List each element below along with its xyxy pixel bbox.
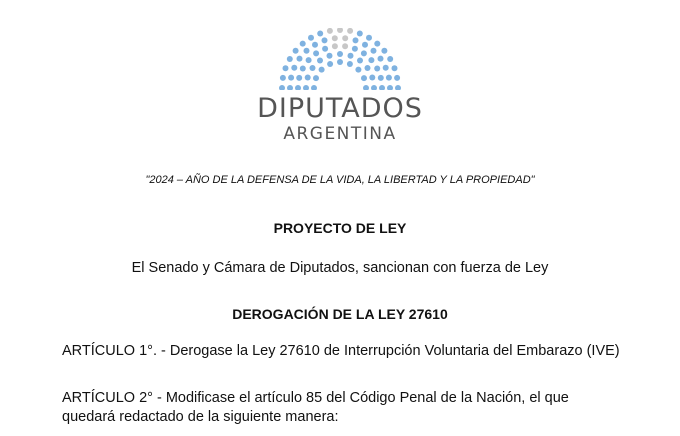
hemicycle-dot (287, 85, 293, 90)
hemicycle-dot (371, 85, 377, 90)
hemicycle-dot (310, 65, 316, 71)
hemicycle-dot (368, 57, 374, 63)
hemicycle-dot (337, 28, 343, 33)
hemicycle-dot (295, 85, 301, 90)
bill-title: DEROGACIÓN DE LA LEY 27610 (232, 306, 448, 322)
hemicycle-dot (287, 56, 293, 62)
org-name: DIPUTADOS (257, 93, 423, 124)
hemicycle-dot (337, 59, 343, 65)
hemicycle-dot (297, 56, 303, 62)
hemicycle-dot (352, 46, 358, 52)
hemicycle-dot (337, 51, 343, 57)
hemicycle-dot (300, 66, 306, 72)
hemicycle-dot (312, 42, 318, 48)
hemicycle-dot (355, 67, 361, 73)
hemicycle-dot (332, 35, 338, 41)
hemicycle-dot (361, 50, 367, 56)
hemicycle-dot (378, 75, 384, 81)
hemicycle-dot (296, 75, 302, 81)
hemicycle-dot (322, 46, 328, 52)
document-type-title: PROYECTO DE LEY (273, 220, 407, 236)
hemicycle-dot (319, 67, 325, 73)
congress-hemicycle-icon (270, 28, 410, 90)
hemicycle-dot (369, 75, 375, 81)
hemicycle-dot (303, 85, 309, 90)
hemicycle-dot (394, 75, 400, 81)
hemicycle-dot (313, 75, 319, 81)
hemicycle-dot (371, 48, 377, 54)
hemicycle-dot (387, 85, 393, 90)
hemicycle-dot (317, 58, 323, 64)
hemicycle-dot (280, 75, 286, 81)
hemicycle-dot (366, 35, 372, 41)
hemicycle-dot (363, 85, 369, 90)
org-country: ARGENTINA (283, 124, 397, 144)
article-1: ARTÍCULO 1°. - Derogase la Ley 27610 de Interrupción Voluntaria del Embarazo (IVE) (62, 343, 620, 359)
hemicycle-dot (362, 42, 368, 48)
hemicycle-dot (311, 85, 317, 90)
hemicycle-dot (291, 65, 297, 71)
hemicycle-dot (322, 37, 328, 43)
hemicycle-dot (395, 85, 401, 90)
year-motto: "2024 – AÑO DE LA DEFENSA DE LA VIDA, LA LIBERTAD Y LA PROPIEDAD" (145, 174, 535, 186)
hemicycle-dot (348, 53, 354, 59)
hemicycle-dot (365, 65, 371, 71)
article-2: ARTÍCULO 2° - Modificase el artículo 85 del Código Penal de la Nación, el que quedará redactado de la siguiente manera: (62, 390, 569, 425)
hemicycle-dot (353, 37, 359, 43)
hemicycle-dot (374, 66, 380, 72)
hemicycle-dot (386, 75, 392, 81)
hemicycle-dot (347, 61, 353, 67)
hemicycle-dot (279, 85, 285, 90)
hemicycle-dot (342, 43, 348, 49)
hemicycle-dot (317, 31, 323, 37)
hemicycle-dot (313, 50, 319, 56)
enactment-clause: El Senado y Cámara de Diputados, sancionan con fuerza de Ley (131, 260, 549, 276)
hemicycle-dot (392, 65, 398, 71)
hemicycle-dot (357, 58, 363, 64)
hemicycle-dot (304, 48, 310, 54)
hemicycle-dot (327, 53, 333, 59)
hemicycle-dot (342, 35, 348, 41)
hemicycle-dot (327, 28, 333, 34)
hemicycle-dot (378, 56, 384, 62)
hemicycle-dot (300, 41, 306, 47)
hemicycle-dot (306, 57, 312, 63)
hemicycle-dot (381, 48, 387, 54)
hemicycle-dot (293, 48, 299, 54)
hemicycle-dot (361, 75, 367, 81)
hemicycle-dot (305, 75, 311, 81)
hemicycle-dot (379, 85, 385, 90)
hemicycle-dot (347, 28, 353, 34)
hemicycle-dot (357, 31, 363, 37)
hemicycle-dot (288, 75, 294, 81)
hemicycle-dot (387, 56, 393, 62)
hemicycle-dot (383, 65, 389, 71)
hemicycle-dot (332, 43, 338, 49)
hemicycle-dot (308, 35, 314, 41)
hemicycle-dot (374, 41, 380, 47)
hemicycle-dot (283, 65, 289, 71)
hemicycle-dot (327, 61, 333, 67)
